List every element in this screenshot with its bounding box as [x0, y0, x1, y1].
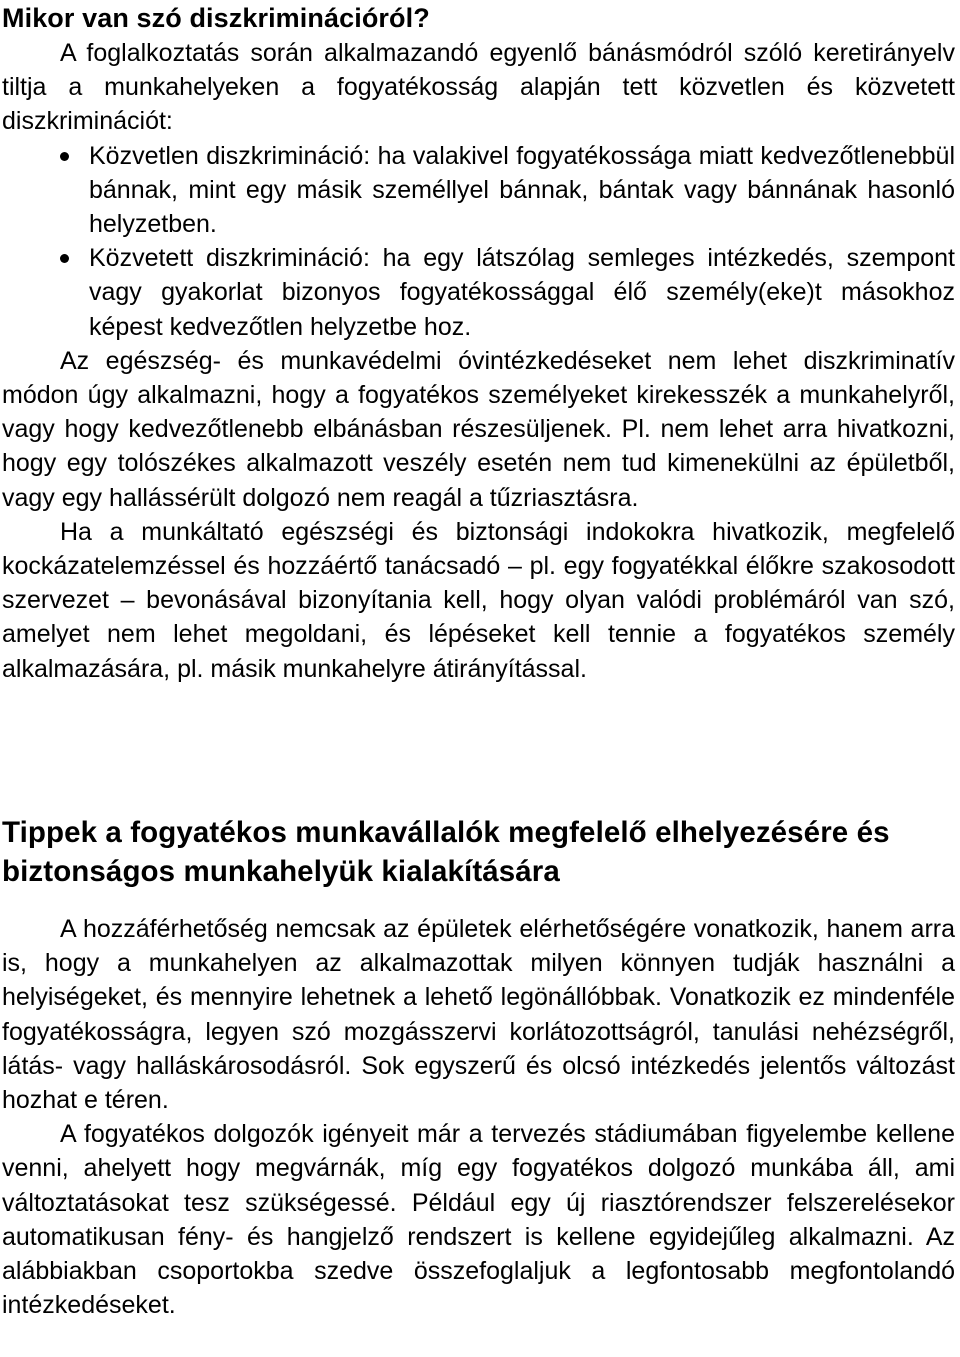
- planning-paragraph: A fogyatékos dolgozók igényeit már a tervezés stádiumában figyelembe kellene venni, ahelyett hogy megvárnák, míg egy fogyatékos dolgozó munkába áll, ami változtatásokat tesz szükségessé. Például egy új riasztórendszer felszerelésekor automatikusan fény- és hangjelző rendszert is kellene egyidejűleg alkalmazni. Az alábbiakban csoportokba szedve összefoglaljuk a legfontosabb megfontolandó intézkedéseket.: [2, 1120, 955, 1320]
- list-item-direct-discrimination: [89, 139, 955, 242]
- accessibility-paragraph: A hozzáférhetőség nemcsak az épületek elérhetőségére vonatkozik, hanem arra is, hogy a munkahelyen az alkalmazottak milyen könnyen tudják használni a helyiségeket, és mennyire lehetnek a lehető legönállóbbak. Vonatkozik ez mindenféle fogyatékosságra, legyen szó mozgásszervi korlátozottságról, tanulási nehézségről, látás- vagy halláskárosodásról. Sok egyszerű és olcsó intézkedés jelentős változást hozhat e téren.: [2, 915, 955, 1115]
- list-item-text: Közvetlen diszkrimináció: ha valakivel fogyatékossága miatt kedvezőtlenebbül bánnak, mint egy másik személlyel bánnak, bántak vagy bánnának hasonló helyzetben.: [89, 141, 955, 239]
- safety-measures-paragraph: Az egészség- és munkavédelmi óvintézkedéseket nem lehet diszkriminatív módon úgy alkalmazni, hogy a fogyatékos személyeket kirekesszék a munkahelyről, vagy hogy kedvezőtlenebb elbánásban részesüljenek. Pl. nem lehet arra hivatkozni, hogy egy tolószékes alkalmazott veszély esetén nem tud kimenekülni az épületből, vagy egy hallássérült dolgozó nem reagál a tűzriasztásra.: [2, 346, 955, 512]
- intro-paragraph: A foglalkoztatás során alkalmazandó egyenlő bánásmódról szóló keretirányelv tiltja a munkahelyeken a fogyatékosság alapján tett közvetlen és közvetett diszkriminációt:: [2, 39, 955, 136]
- discrimination-section: [2, 0, 955, 686]
- list-item-indirect-discrimination: [89, 241, 955, 344]
- section-title-discrimination: Mikor van szó diszkriminációról?: [2, 3, 430, 33]
- discrimination-types-list: [2, 139, 955, 344]
- tips-section-body: [2, 912, 955, 1322]
- tips-section-heading-block: [2, 813, 955, 891]
- list-item-text: Közvetett diszkrimináció: ha egy látszólag semleges intézkedés, szempont vagy gyakorlat bizonyos fogyatékossággal élő személy(eke)t másokhoz képest kedvezőtlen helyzetbe hoz.: [89, 244, 955, 341]
- bullet-icon: [60, 152, 69, 161]
- bullet-icon: [60, 254, 69, 263]
- employer-obligations-paragraph: Ha a munkáltató egészségi és biztonsági indokokra hivatkozik, megfelelő kockázatelemzéssel és hozzáértő tanácsadó – pl. egy fogyatékkal élőkre szakosodott szervezet – bevonásával bizonyítania kell, hogy olyan valódi problémáról van szó, amelyet nem lehet megoldani, és lépéseket kell tennie a fogyatékos személy alkalmazására, pl. másik munkahelyre átirányítással.: [2, 517, 955, 683]
- section-title-tips: Tippek a fogyatékos munkavállalók megfelelő elhelyezésére és biztonságos munkahelyük kialakítására: [2, 816, 890, 888]
